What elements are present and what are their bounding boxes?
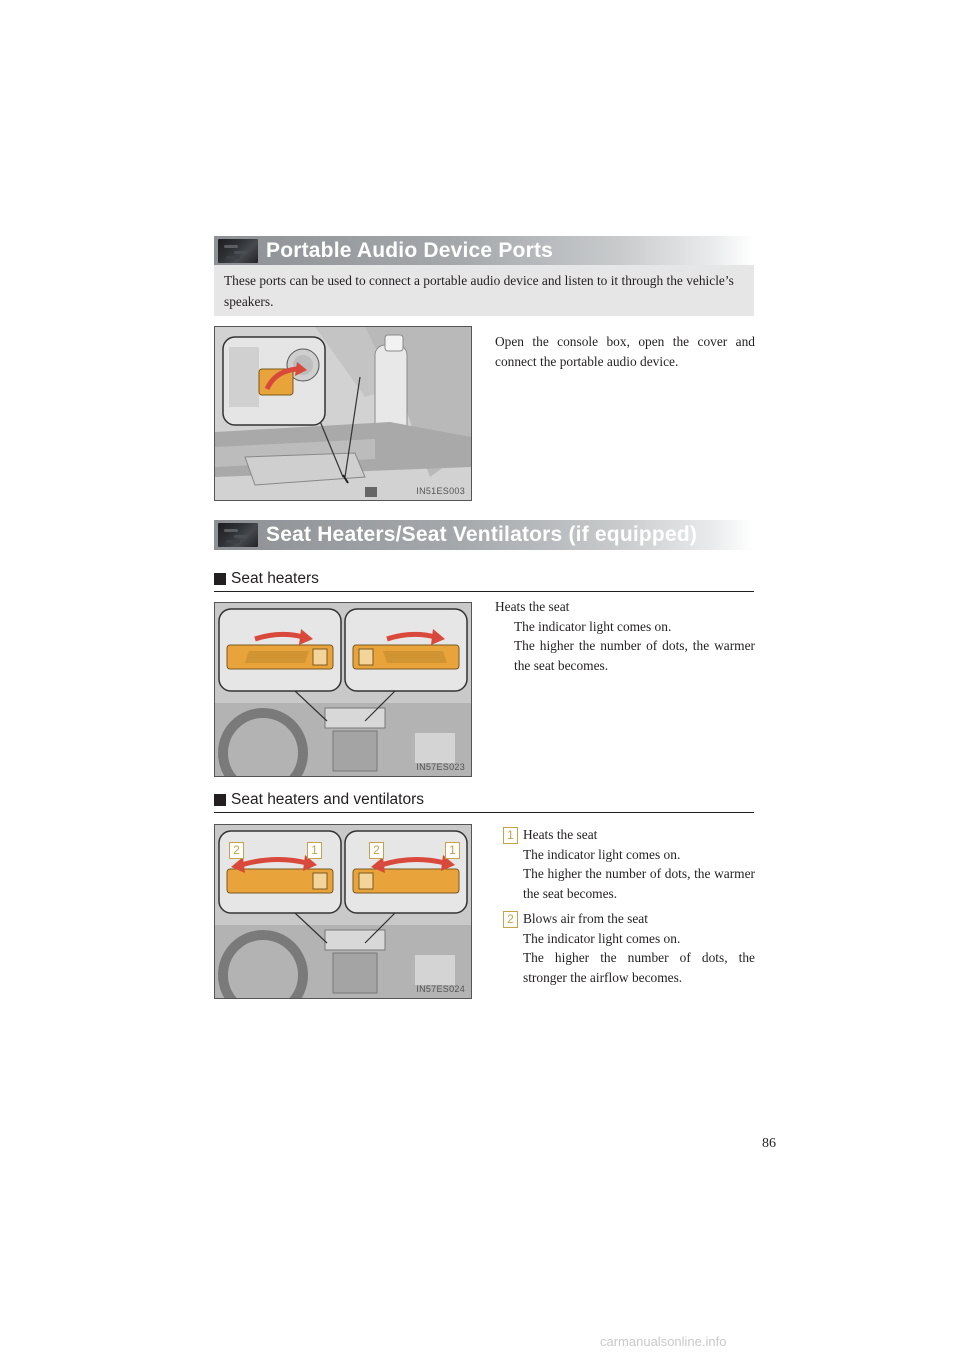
seat-heaters-description [495,597,755,675]
item-1-line-2: The higher the number of dots, the warmer the seat becomes. [523,866,755,901]
figure-label-1: 1 [307,842,322,859]
page-number: 86 [762,1136,776,1151]
subheading-text: Seat heaters [231,570,319,587]
square-bullet [214,573,226,585]
instruction-text: Open the console box, open the cover and connect the portable audio device. [495,334,755,369]
figure-label-1: 1 [445,842,460,859]
figure-console-box [214,326,472,501]
figure-label-2: 2 [229,842,244,859]
figure-seat-heaters-ventilators [214,824,472,999]
section-image-icon [218,523,258,547]
item-2 [523,909,755,987]
figure-code: IN51ES003 [416,486,465,496]
section-image-icon [218,239,258,263]
seat-heaters-line-2: The higher the number of dots, the warmer the seat becomes. [514,638,755,673]
seat-heater-illustration [215,603,471,776]
subheading-text: Seat heaters and ventilators [231,791,425,808]
figure-code: IN57ES024 [416,984,465,994]
item-1 [523,825,755,903]
item-number-badge: 2 [503,911,518,928]
section-title: Seat Heaters/Seat Ventilators (if equipped) [266,523,698,546]
square-bullet [214,794,226,806]
section-banner-seat-heaters [214,520,754,550]
console-illustration [215,327,471,500]
intro-box [214,265,754,316]
section-banner-portable-audio [214,236,754,266]
figure-code: IN57ES023 [416,762,465,772]
figure-seat-heaters [214,602,472,777]
subheading-seat-heaters-ventilators [214,790,754,813]
item-2-line-1: The indicator light comes on. [523,930,681,946]
subheading-seat-heaters [214,569,754,592]
intro-text: These ports can be used to connect a portable audio device and listen to it through the vehicle’s speakers. [224,273,734,309]
section-title: Portable Audio Device Ports [266,239,554,262]
seat-heaters-line-1: The indicator light comes on. [514,618,672,634]
item-2-title: Blows air from the seat [523,911,648,926]
seat-heaters-lead: Heats the seat [495,599,570,614]
figure-label-2: 2 [369,842,384,859]
item-1-title: Heats the seat [523,827,598,842]
watermark: carmanualsonline.info [600,1334,727,1349]
item-number-badge: 1 [503,827,518,844]
seat-ventilator-illustration [215,825,471,998]
item-1-line-1: The indicator light comes on. [523,846,681,862]
item-2-line-2: The higher the number of dots, the stronger the airflow becomes. [523,950,755,985]
